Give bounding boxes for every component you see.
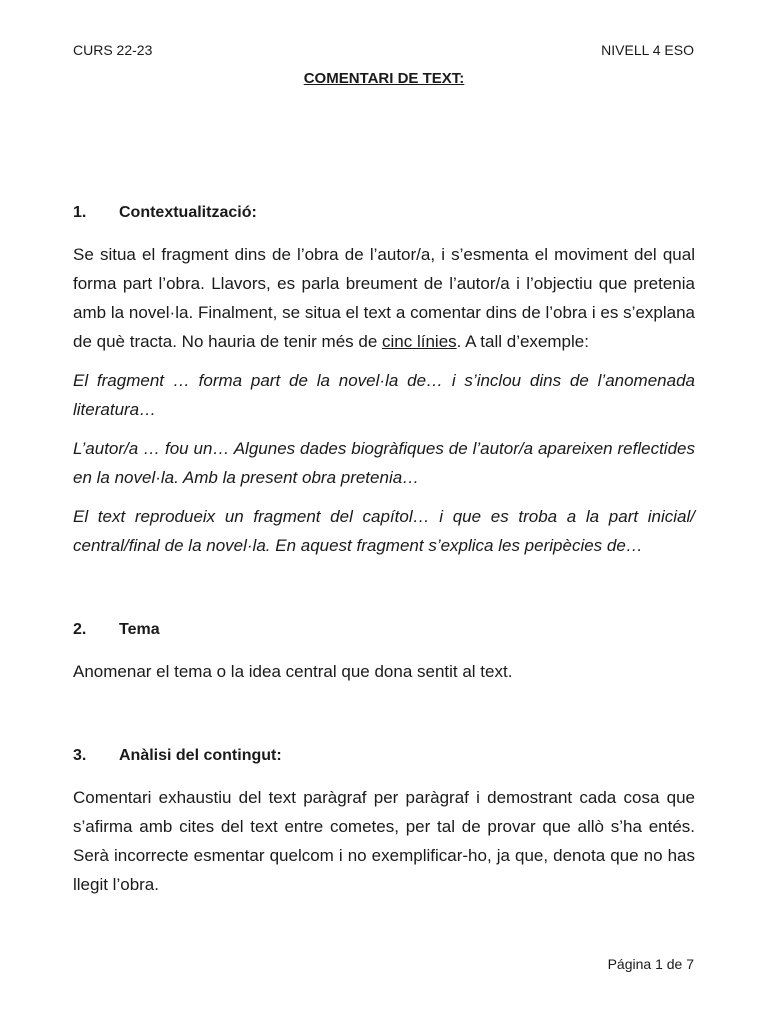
section-heading-2 bbox=[73, 615, 695, 644]
section-3-body: Comentari exhaustiu del text paràgraf per paràgraf i demostrant cada cosa que s’afirma amb cites del text entre cometes, per tal de provar que allò s’ha entés. Serà incorrecte esmentar quelcom i no exemplificar-ho, ja que, denota que no has llegit l’obra. bbox=[73, 788, 695, 894]
section-title: Tema bbox=[119, 621, 160, 638]
section-number: 3. bbox=[73, 747, 87, 764]
section-number: 2. bbox=[73, 621, 87, 638]
intro-text: Se situa el fragment dins de l’obra de l’autor/a, i s’esmenta el moviment del qual forma part l’obra. Llavors, es parla breument de l’autor/a i l’objectiu que pretenia amb la novel·la. Finalment, se situa el text a comentar dins de l’obra i es s’explana de què tracta. No hauria de tenir més de bbox=[73, 245, 695, 351]
document-body bbox=[73, 198, 695, 899]
example-paragraph-3: El text reprodueix un fragment del capítol… i que es troba a la part inicial/ central/final de la novel·la. En aquest fragment s’explica les peripècies de… bbox=[73, 507, 695, 555]
section-1-intro bbox=[73, 240, 695, 356]
intro-underlined-text: cinc línies bbox=[382, 332, 457, 351]
example-paragraph-1: El fragment … forma part de la novel·la de… i s’inclou dins de l’anomenada literatura… bbox=[73, 371, 695, 419]
intro-text-end: . A tall d’exemple: bbox=[456, 332, 589, 351]
section-2-body: Anomenar el tema o la idea central que dona sentit al text. bbox=[73, 662, 513, 681]
page-number: Página 1 de 7 bbox=[607, 956, 694, 972]
header-course: CURS 22-23 bbox=[73, 42, 153, 58]
document-title: COMENTARI DE TEXT: bbox=[303, 70, 465, 87]
header-level: NIVELL 4 ESO bbox=[601, 42, 694, 58]
example-paragraph-2: L’autor/a … fou un… Algunes dades biogràfiques de l’autor/a apareixen reflectides en la novel·la. Amb la present obra pretenia… bbox=[73, 439, 695, 487]
section-number: 1. bbox=[73, 204, 87, 221]
section-heading-3 bbox=[73, 741, 695, 770]
section-title: Contextualització: bbox=[119, 204, 257, 221]
section-heading-1 bbox=[73, 198, 695, 227]
section-title: Anàlisi del contingut: bbox=[119, 747, 282, 764]
